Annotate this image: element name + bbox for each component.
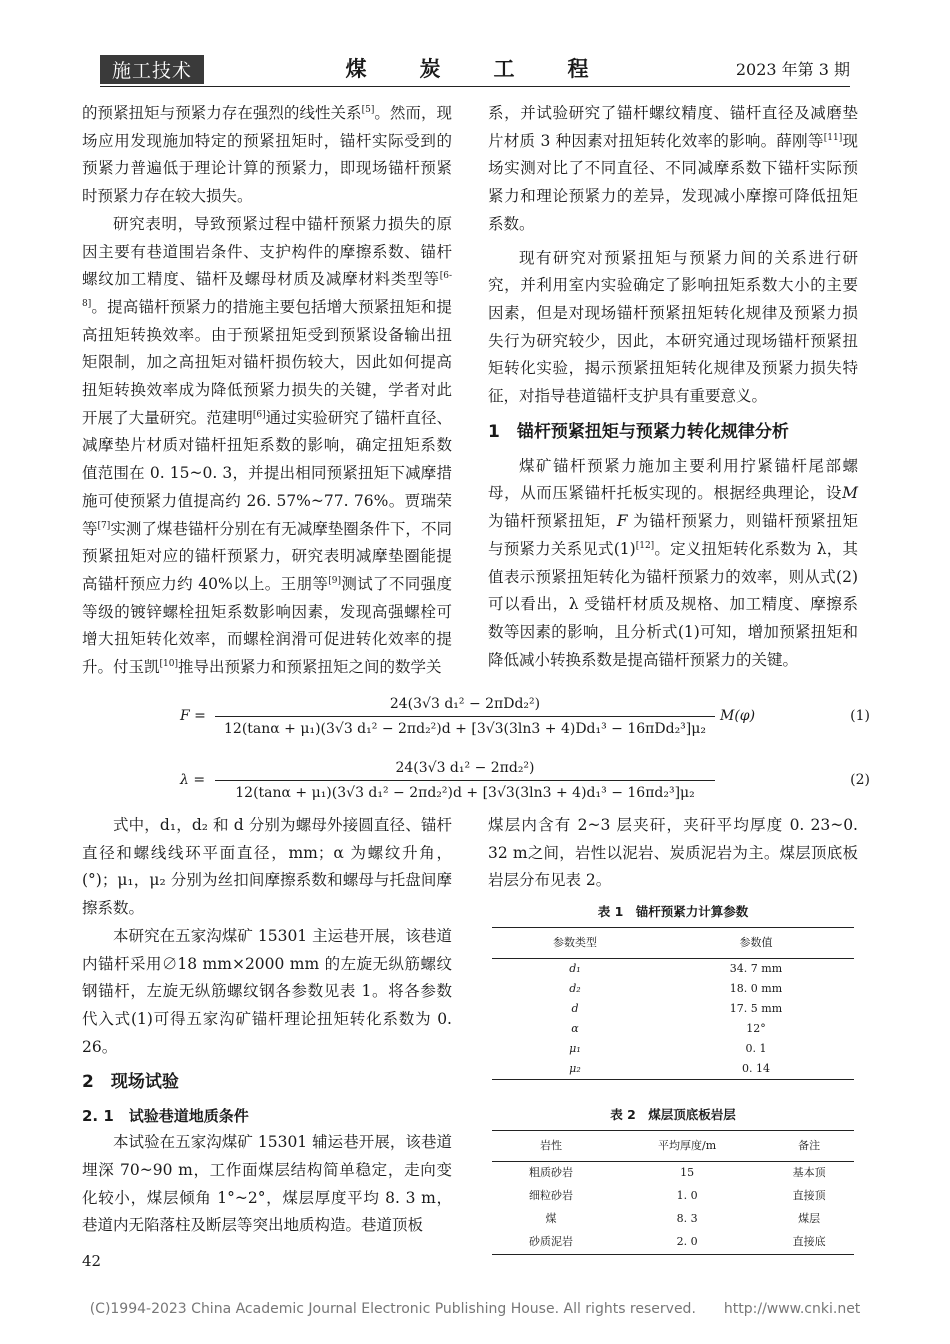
paragraph: 的预紧扭矩与预紧力存在强烈的线性关系[5]。然而，现场应用发现施加特定的预紧扭矩时，锚杆实际受到的预紧力普遍低于理论计算的预紧力，即现场锚杆预紧时预紧力存在较大损失。 <box>82 104 452 206</box>
citation[interactable]: [10] <box>159 658 178 669</box>
table-cell: d₂ <box>569 981 581 995</box>
citation[interactable]: [7] <box>97 520 111 531</box>
journal-title: 煤 炭 工 程 <box>345 57 605 81</box>
paragraph: 煤矿锚杆预紧力施加主要利用拧紧锚杆尾部螺母，从而压紧锚杆托板实现的。根据经典理论，设M 为锚杆预紧扭矩，F 为锚杆预紧力，则锚杆预紧扭矩与预紧力关系见式(1)[12]。定义扭矩转化系数为 λ，其值表示预紧扭矩转化为锚杆预紧力的效率，则从式(2)可以看出，λ 受锚杆材质及规格、加工精度、摩擦系数等因素的影响，且分析式(1)可知，增加预紧扭矩和降低减小转换系数是提高锚杆预紧力的关键。 <box>488 456 858 669</box>
equation-numerator: 24(3√3 d₁² − 2πDd₂²) <box>389 696 541 712</box>
paragraph: 现有研究对预紧扭矩与预紧力间的关系进行研究，并利用室内实验确定了影响扭矩系数大小的主要因素，但是对现场锚杆预紧扭矩转化规律及预紧力损失行为研究较少，因此，本研究通过现场锚杆预紧扭矩转化实验，揭示预紧扭矩转化规律及预紧力损失特征，对指导巷道锚杆支护具有重要意义。 <box>488 248 858 406</box>
citation[interactable]: [6-8] <box>82 271 452 309</box>
equation-2 <box>180 758 870 810</box>
equation-number: (1) <box>850 708 870 724</box>
table-1-title: 表 1 锚杆预紧力计算参数 <box>597 904 749 920</box>
equation-fraction <box>215 758 715 803</box>
paragraph: 本试验在五家沟煤矿 15301 辅运巷开展，该巷道埋深 70~90 m，工作面煤层结构简单稳定，走向变化较小，煤层倾角 1°~2°，煤层厚度平均 8. 3 m，巷道内无陷落柱及断层等突出地质构造。巷道顶板 <box>82 1133 452 1235</box>
table-cell: 煤层 <box>798 1212 821 1226</box>
subsection-heading: 2. 1 试验巷道地质条件 <box>82 1107 249 1126</box>
table-cell: 1. 0 <box>676 1189 698 1203</box>
table-header: 岩性 <box>492 1130 610 1161</box>
table-cell: 8. 3 <box>676 1212 698 1226</box>
table-cell: 0. 14 <box>658 1059 854 1080</box>
table-row <box>492 1185 854 1208</box>
table-row <box>492 1161 854 1185</box>
right-column-lower <box>488 812 858 1255</box>
left-column <box>82 100 452 682</box>
paragraph: 煤层内含有 2~3 层夹矸，夹矸平均厚度 0. 23~0. 32 m之间，岩性以泥岩、炭质泥岩为主。煤层顶底板岩层分布见表 2。 <box>488 816 858 890</box>
table-cell: 砂质泥岩 <box>492 1231 610 1255</box>
table-1 <box>492 927 854 1080</box>
page-header <box>0 0 950 90</box>
table-header-row <box>492 1130 854 1161</box>
paragraph: 式中，d₁，d₂ 和 d 分别为螺母外接圆直径、锚杆直径和螺线线环平面直径，mm；α 为螺纹升角，(°)；μ₁，μ₂ 分别为丝扣间摩擦系数和螺母与托盘间摩擦系数。 <box>82 816 452 918</box>
table-cell: α <box>571 1021 579 1035</box>
table-row <box>492 979 854 999</box>
table-row <box>492 1208 854 1231</box>
citation[interactable]: [9] <box>328 575 341 586</box>
equation-lhs: λ = <box>180 772 206 788</box>
table-cell: 粗质砂岩 <box>528 1166 573 1180</box>
table-header: 参数值 <box>658 928 854 959</box>
equation-denominator: 12(tanα + μ₁)(3√3 d₁² − 2πd₂²)d + [3√3(3ln3 + 4)Dd₁³ − 16πDd₂³]μ₂ <box>224 721 706 737</box>
table-cell: 直接顶 <box>792 1189 826 1203</box>
table-2 <box>492 1130 854 1255</box>
table-2-title: 表 2 煤层顶底板岩层 <box>610 1106 736 1122</box>
paragraph: 研究表明，导致预紧过程中锚杆预紧力损失的原因主要有巷道围岩条件、支护构件的摩擦系数、锚杆螺纹加工精度、锚杆及螺母材质及减摩材料类型等[6-8]。提高锚杆预紧力的措施主要包括增大预紧扭矩和提高扭矩转换效率。由于预紧扭矩受到预紧设备输出扭矩限制，加之高扭矩对锚杆损伤较大，因此如何提高扭矩转换效率成为降低预紧力损失的关键，学者对此开展了大量研究。范建明[6]通过实验研究了锚杆直径、减摩垫片材质对锚杆扭矩系数的影响，确定扭矩系数值范围在 0. 15~0. 3，并提出相同预紧扭矩下减摩措施可使预紧力值提高约 26. 57%~77. 76%。贾瑞荣等[7]实测了煤巷锚杆分别在有无减摩垫圈条件下，不同预紧扭矩对应的锚杆预紧力，研究表明减摩垫圈能提高锚杆预应力约 40%以上。王朋等[9]测试了不同强度等级的镀锌螺栓扭矩系数影响因素，发现高强螺栓可增大扭矩转化效率，而螺栓润滑可促进转化效率的提升。付玉凯[10]推导出预紧力和预紧扭矩之间的数学关 <box>82 214 452 677</box>
paragraph: 系，并试验研究了锚杆螺纹精度、锚杆直径及减磨垫片材质 3 种因素对扭矩转化效率的影响。薛刚等[11]现场实测对比了不同直径、不同减摩系数下锚杆实际预紧力和理论预紧力的差异，发现减小摩擦可降低扭矩系数。 <box>488 104 858 233</box>
citation[interactable]: [5] <box>361 104 375 115</box>
header-rule <box>100 86 850 87</box>
table-row <box>492 1019 854 1039</box>
equation-lhs: F = <box>180 708 206 724</box>
table-cell: 细粒砂岩 <box>528 1189 573 1203</box>
table-cell: 12° <box>746 1021 766 1035</box>
table-cell: 18. 0 mm <box>729 981 783 995</box>
equation-tail: M(φ) <box>720 708 756 724</box>
table-cell: d <box>571 1001 579 1015</box>
table-row <box>492 1231 854 1255</box>
table-header: 参数类型 <box>492 928 658 959</box>
copyright-notice: (C)1994-2023 China Academic Journal Electronic Publishing House. All rights reserved. http://www.cnki.net <box>89 1301 861 1317</box>
table-cell: 煤 <box>545 1212 557 1226</box>
table-row <box>492 958 854 979</box>
equation-fraction <box>215 694 715 739</box>
section-heading-1: 1 锚杆预紧扭矩与预紧力转化规律分析 <box>488 421 789 442</box>
table-row <box>492 1039 854 1059</box>
left-column-lower <box>82 812 452 1240</box>
citation[interactable]: [6] <box>252 409 266 420</box>
table-cell: 直接底 <box>764 1231 854 1255</box>
equation-number: (2) <box>850 772 870 788</box>
table-cell: d₁ <box>569 961 581 975</box>
page-number: 42 <box>82 1252 102 1270</box>
issue-label: 2023 年第 3 期 <box>735 60 850 79</box>
equation-numerator: 24(3√3 d₁² − 2πd₂²) <box>395 760 535 776</box>
table-cell: 15 <box>680 1166 695 1180</box>
table-cell: 基本顶 <box>792 1166 826 1180</box>
fraction-bar <box>215 716 715 717</box>
table-header-row <box>492 928 854 959</box>
table-row <box>492 999 854 1019</box>
section-tag: 施工技术 <box>100 55 204 84</box>
paragraph: 本研究在五家沟煤矿 15301 主运巷开展，该巷道内锚杆采用∅18 mm×2000 mm 的左旋无纵筋螺纹钢锚杆，左旋无纵筋螺纹钢各参数见表 1。将各参数代入式(1)可得五家沟矿锚杆理论扭矩转化系数为 0. 26。 <box>82 926 452 1056</box>
table-cell: 34. 7 mm <box>729 961 783 975</box>
section-heading-2: 2 现场试验 <box>82 1072 179 1093</box>
right-column <box>488 100 858 674</box>
table-header: 备注 <box>764 1130 854 1161</box>
table-header: 平均厚度/m <box>610 1130 764 1161</box>
citation[interactable]: [11] <box>823 132 843 143</box>
table-cell: 17. 5 mm <box>729 1001 783 1015</box>
citation[interactable]: [12] <box>635 540 655 551</box>
table-cell: 2. 0 <box>610 1231 764 1255</box>
table-cell: μ₁ <box>569 1041 581 1055</box>
table-cell: μ₂ <box>492 1059 658 1080</box>
table-row <box>492 1059 854 1080</box>
table-cell: 0. 1 <box>745 1041 767 1055</box>
equation-1 <box>180 694 870 746</box>
fraction-bar <box>215 780 715 781</box>
equation-denominator: 12(tanα + μ₁)(3√3 d₁² − 2πd₂²)d + [3√3(3ln3 + 4)d₁³ − 16πd₂³]μ₂ <box>235 785 695 801</box>
